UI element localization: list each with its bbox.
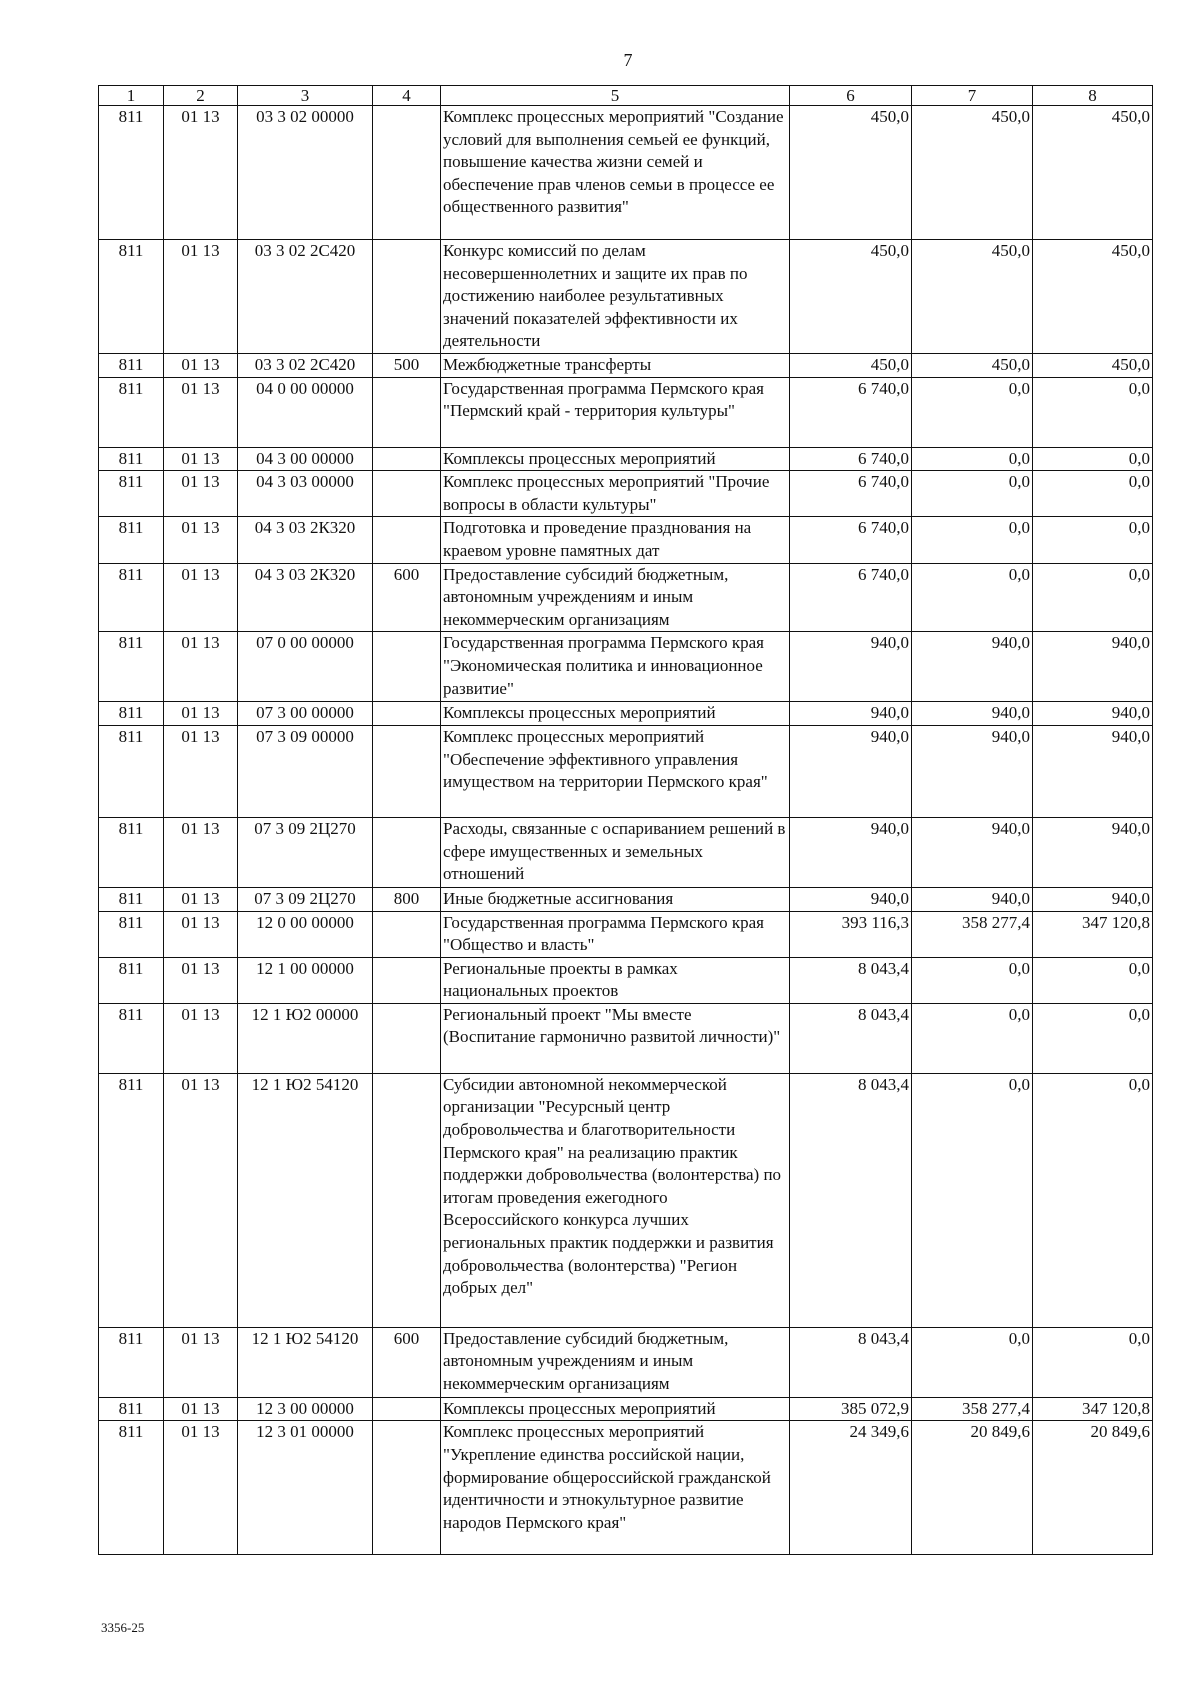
cell-admin-code: 811: [99, 911, 164, 957]
cell-target-article: 12 3 00 00000: [238, 1397, 373, 1421]
cell-expense-type: 800: [373, 887, 441, 911]
table-row: [99, 353, 1153, 377]
cell-expense-type: [373, 377, 441, 447]
cell-target-article: 07 3 09 2Ц270: [238, 887, 373, 911]
cell-admin-code: 811: [99, 957, 164, 1003]
column-header: 7: [912, 86, 1033, 106]
cell-target-article: 04 3 03 2К320: [238, 517, 373, 563]
cell-section: 01 13: [164, 911, 238, 957]
cell-amount-year3: 0,0: [1033, 1327, 1153, 1397]
cell-amount-year2: 940,0: [912, 632, 1033, 702]
cell-section: 01 13: [164, 725, 238, 817]
cell-target-article: 12 1 Ю2 54120: [238, 1327, 373, 1397]
table-row: [99, 240, 1153, 354]
cell-amount-year2: 940,0: [912, 817, 1033, 887]
cell-target-article: 04 3 03 2К320: [238, 563, 373, 632]
column-header: 6: [790, 86, 912, 106]
cell-amount-year1: 6 740,0: [790, 447, 912, 471]
table-row: [99, 1003, 1153, 1073]
cell-section: 01 13: [164, 517, 238, 563]
cell-amount-year3: 0,0: [1033, 471, 1153, 517]
cell-admin-code: 811: [99, 517, 164, 563]
cell-section: 01 13: [164, 702, 238, 726]
cell-admin-code: 811: [99, 106, 164, 240]
table-row: [99, 563, 1153, 632]
cell-amount-year1: 6 740,0: [790, 517, 912, 563]
cell-section: 01 13: [164, 817, 238, 887]
cell-expense-type: 500: [373, 353, 441, 377]
cell-target-article: 12 1 00 00000: [238, 957, 373, 1003]
cell-amount-year1: 8 043,4: [790, 1003, 912, 1073]
cell-amount-year3: 0,0: [1033, 563, 1153, 632]
cell-expense-type: [373, 471, 441, 517]
cell-admin-code: 811: [99, 240, 164, 354]
cell-amount-year1: 940,0: [790, 632, 912, 702]
table-row: [99, 911, 1153, 957]
cell-description: Государственная программа Пермского края "Пермский край - территория культуры": [441, 377, 790, 447]
cell-amount-year2: 0,0: [912, 447, 1033, 471]
cell-amount-year2: 0,0: [912, 1327, 1033, 1397]
cell-target-article: 12 0 00 00000: [238, 911, 373, 957]
cell-description: Комплекс процессных мероприятий "Создание условий для выполнения семьей ее функций, повышение качества жизни семей и обеспечение прав членов семьи в процессе ее общественного развития": [441, 106, 790, 240]
cell-amount-year3: 0,0: [1033, 517, 1153, 563]
cell-expense-type: 600: [373, 563, 441, 632]
cell-admin-code: 811: [99, 1003, 164, 1073]
cell-amount-year3: 940,0: [1033, 632, 1153, 702]
cell-amount-year2: 0,0: [912, 957, 1033, 1003]
cell-amount-year2: 0,0: [912, 471, 1033, 517]
cell-target-article: 07 0 00 00000: [238, 632, 373, 702]
cell-amount-year1: 8 043,4: [790, 957, 912, 1003]
cell-amount-year1: 940,0: [790, 817, 912, 887]
cell-description: Комплексы процессных мероприятий: [441, 702, 790, 726]
table-row: [99, 1397, 1153, 1421]
cell-admin-code: 811: [99, 632, 164, 702]
column-header: 3: [238, 86, 373, 106]
cell-amount-year1: 393 116,3: [790, 911, 912, 957]
cell-amount-year2: 0,0: [912, 563, 1033, 632]
column-header: 1: [99, 86, 164, 106]
cell-admin-code: 811: [99, 377, 164, 447]
table-row: [99, 377, 1153, 447]
cell-admin-code: 811: [99, 1421, 164, 1555]
cell-description: Предоставление субсидий бюджетным, автономным учреждениям и иным некоммерческим организациям: [441, 563, 790, 632]
cell-amount-year3: 0,0: [1033, 447, 1153, 471]
cell-amount-year3: 347 120,8: [1033, 911, 1153, 957]
cell-amount-year3: 0,0: [1033, 957, 1153, 1003]
cell-description: Государственная программа Пермского края "Экономическая политика и инновационное развитие": [441, 632, 790, 702]
cell-description: Подготовка и проведение празднования на краевом уровне памятных дат: [441, 517, 790, 563]
cell-expense-type: [373, 725, 441, 817]
cell-section: 01 13: [164, 563, 238, 632]
cell-expense-type: [373, 1397, 441, 1421]
cell-section: 01 13: [164, 1003, 238, 1073]
cell-expense-type: [373, 702, 441, 726]
cell-section: 01 13: [164, 1421, 238, 1555]
cell-description: Конкурс комиссий по делам несовершеннолетних и защите их прав по достижению наиболее результативных значений показателей эффективности их деятельности: [441, 240, 790, 354]
table-row: [99, 957, 1153, 1003]
cell-target-article: 07 3 09 2Ц270: [238, 817, 373, 887]
cell-amount-year1: 8 043,4: [790, 1327, 912, 1397]
table-row: [99, 471, 1153, 517]
cell-section: 01 13: [164, 377, 238, 447]
cell-amount-year2: 940,0: [912, 725, 1033, 817]
cell-description: Расходы, связанные с оспариванием решений в сфере имущественных и земельных отношений: [441, 817, 790, 887]
cell-target-article: 07 3 00 00000: [238, 702, 373, 726]
cell-amount-year1: 6 740,0: [790, 471, 912, 517]
cell-admin-code: 811: [99, 471, 164, 517]
cell-amount-year1: 450,0: [790, 353, 912, 377]
cell-expense-type: [373, 817, 441, 887]
cell-amount-year2: 0,0: [912, 377, 1033, 447]
cell-amount-year3: 0,0: [1033, 1003, 1153, 1073]
cell-amount-year2: 358 277,4: [912, 1397, 1033, 1421]
cell-amount-year3: 940,0: [1033, 817, 1153, 887]
cell-target-article: 07 3 09 00000: [238, 725, 373, 817]
cell-section: 01 13: [164, 353, 238, 377]
cell-description: Региональный проект "Мы вместе (Воспитание гармонично развитой личности)": [441, 1003, 790, 1073]
cell-target-article: 12 1 Ю2 00000: [238, 1003, 373, 1073]
cell-expense-type: [373, 1073, 441, 1327]
cell-amount-year2: 940,0: [912, 887, 1033, 911]
cell-amount-year1: 385 072,9: [790, 1397, 912, 1421]
cell-amount-year2: 0,0: [912, 1003, 1033, 1073]
cell-admin-code: 811: [99, 817, 164, 887]
cell-admin-code: 811: [99, 1397, 164, 1421]
table-row: [99, 1327, 1153, 1397]
cell-section: 01 13: [164, 887, 238, 911]
cell-section: 01 13: [164, 1327, 238, 1397]
cell-target-article: 03 3 02 2С420: [238, 353, 373, 377]
table-row: [99, 1421, 1153, 1555]
cell-admin-code: 811: [99, 447, 164, 471]
cell-amount-year1: 6 740,0: [790, 563, 912, 632]
cell-section: 01 13: [164, 471, 238, 517]
cell-target-article: 03 3 02 00000: [238, 106, 373, 240]
cell-target-article: 03 3 02 2С420: [238, 240, 373, 354]
cell-amount-year1: 8 043,4: [790, 1073, 912, 1327]
cell-admin-code: 811: [99, 353, 164, 377]
cell-admin-code: 811: [99, 563, 164, 632]
cell-expense-type: [373, 632, 441, 702]
cell-description: Иные бюджетные ассигнования: [441, 887, 790, 911]
column-header: 5: [441, 86, 790, 106]
cell-section: 01 13: [164, 240, 238, 354]
table-row: [99, 887, 1153, 911]
cell-expense-type: [373, 1421, 441, 1555]
cell-amount-year3: 347 120,8: [1033, 1397, 1153, 1421]
cell-section: 01 13: [164, 632, 238, 702]
cell-description: Межбюджетные трансферты: [441, 353, 790, 377]
cell-amount-year1: 450,0: [790, 240, 912, 354]
cell-amount-year2: 0,0: [912, 517, 1033, 563]
cell-amount-year3: 20 849,6: [1033, 1421, 1153, 1555]
cell-target-article: 04 0 00 00000: [238, 377, 373, 447]
cell-section: 01 13: [164, 1073, 238, 1327]
cell-amount-year2: 0,0: [912, 1073, 1033, 1327]
cell-amount-year3: 450,0: [1033, 353, 1153, 377]
cell-description: Комплексы процессных мероприятий: [441, 447, 790, 471]
cell-expense-type: [373, 1003, 441, 1073]
cell-description: Комплекс процессных мероприятий "Укрепление единства российской нации, формирование общероссийской гражданской идентичности и этнокультурное развитие народов Пермского края": [441, 1421, 790, 1555]
cell-amount-year3: 450,0: [1033, 106, 1153, 240]
table-row: [99, 106, 1153, 240]
table-row: [99, 817, 1153, 887]
column-header: 4: [373, 86, 441, 106]
cell-amount-year2: 940,0: [912, 702, 1033, 726]
cell-target-article: 04 3 00 00000: [238, 447, 373, 471]
cell-amount-year2: 450,0: [912, 106, 1033, 240]
cell-expense-type: [373, 911, 441, 957]
cell-description: Комплексы процессных мероприятий: [441, 1397, 790, 1421]
cell-amount-year1: 940,0: [790, 725, 912, 817]
table-row: [99, 725, 1153, 817]
cell-amount-year2: 20 849,6: [912, 1421, 1033, 1555]
cell-amount-year2: 450,0: [912, 240, 1033, 354]
cell-target-article: 04 3 03 00000: [238, 471, 373, 517]
table-row: [99, 702, 1153, 726]
cell-section: 01 13: [164, 447, 238, 471]
cell-section: 01 13: [164, 957, 238, 1003]
cell-section: 01 13: [164, 106, 238, 240]
cell-description: Предоставление субсидий бюджетным, автономным учреждениям и иным некоммерческим организациям: [441, 1327, 790, 1397]
cell-expense-type: [373, 106, 441, 240]
table-row: [99, 632, 1153, 702]
cell-description: Субсидии автономной некоммерческой организации "Ресурсный центр добровольчества и благотворительности Пермского края" на реализацию практик поддержки добровольчества (волонтерства) по итогам проведения ежегодного Всероссийского конкурса лучших региональных практик поддержки и развития добровольчества (волонтерства) "Регион добрых дел": [441, 1073, 790, 1327]
cell-expense-type: [373, 447, 441, 471]
cell-admin-code: 811: [99, 725, 164, 817]
cell-amount-year2: 450,0: [912, 353, 1033, 377]
cell-amount-year1: 940,0: [790, 702, 912, 726]
table-row: [99, 1073, 1153, 1327]
cell-expense-type: [373, 240, 441, 354]
column-header: 8: [1033, 86, 1153, 106]
cell-section: 01 13: [164, 1397, 238, 1421]
cell-admin-code: 811: [99, 887, 164, 911]
cell-target-article: 12 1 Ю2 54120: [238, 1073, 373, 1327]
header-row: [99, 86, 1153, 106]
cell-amount-year3: 450,0: [1033, 240, 1153, 354]
cell-description: Государственная программа Пермского края "Общество и власть": [441, 911, 790, 957]
budget-table: [98, 85, 1153, 1555]
cell-amount-year3: 0,0: [1033, 377, 1153, 447]
cell-amount-year1: 940,0: [790, 887, 912, 911]
cell-admin-code: 811: [99, 1327, 164, 1397]
cell-amount-year3: 940,0: [1033, 725, 1153, 817]
cell-expense-type: [373, 517, 441, 563]
table-row: [99, 447, 1153, 471]
cell-admin-code: 811: [99, 702, 164, 726]
cell-expense-type: [373, 957, 441, 1003]
table-row: [99, 517, 1153, 563]
cell-amount-year1: 24 349,6: [790, 1421, 912, 1555]
column-header: 2: [164, 86, 238, 106]
cell-target-article: 12 3 01 00000: [238, 1421, 373, 1555]
cell-description: Комплекс процессных мероприятий "Обеспечение эффективного управления имуществом на территории Пермского края": [441, 725, 790, 817]
cell-amount-year3: 940,0: [1033, 887, 1153, 911]
cell-admin-code: 811: [99, 1073, 164, 1327]
cell-amount-year2: 358 277,4: [912, 911, 1033, 957]
cell-expense-type: 600: [373, 1327, 441, 1397]
cell-amount-year1: 450,0: [790, 106, 912, 240]
cell-amount-year1: 6 740,0: [790, 377, 912, 447]
cell-amount-year3: 940,0: [1033, 702, 1153, 726]
cell-description: Комплекс процессных мероприятий "Прочие вопросы в области культуры": [441, 471, 790, 517]
cell-amount-year3: 0,0: [1033, 1073, 1153, 1327]
cell-description: Региональные проекты в рамках национальных проектов: [441, 957, 790, 1003]
page-number: 7: [623, 50, 633, 70]
document-code: 3356-25: [101, 1620, 145, 1635]
